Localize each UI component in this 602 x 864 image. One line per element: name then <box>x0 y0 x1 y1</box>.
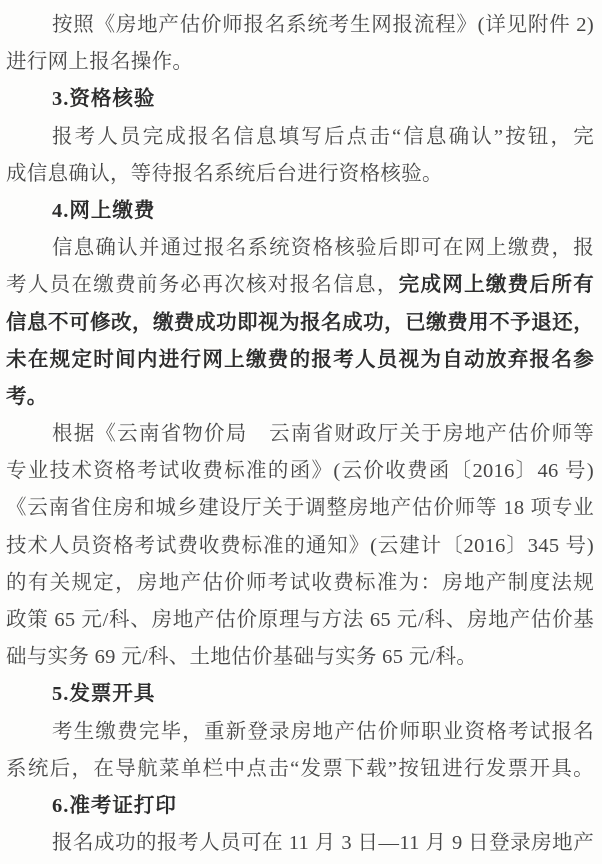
text-segment: 考生缴费完毕，重新登录房地产估价师职业资格考试报名 <box>52 720 594 743</box>
text-segment: 技术人员资格考试费收费标准的通知》(云建计〔2016〕345 号) <box>6 534 594 557</box>
text-segment: 成信息确认，等待报名系统后台进行资格核验。 <box>6 162 443 185</box>
text-segment: 根据《云南省物价局 云南省财政厅关于房地产估价师等 <box>52 423 594 446</box>
text-line <box>6 825 594 862</box>
text-line <box>6 379 594 416</box>
text-line <box>6 44 594 81</box>
text-segment: 的有关规定，房地产估价师考试收费标准为：房地产制度法规 <box>6 571 594 594</box>
text-line <box>6 416 594 453</box>
text-segment: 考人员在缴费前务必再次核对报名信息， <box>6 274 399 297</box>
text-segment: 信息确认并通过报名系统资格核验后即可在网上缴费，报 <box>52 237 594 260</box>
text-segment: 政策 65 元/科、房地产估价原理与方法 65 元/科、房地产估价基 <box>6 609 594 631</box>
bold-text-segment: 考。 <box>6 385 48 408</box>
bold-text-segment: 3.资格核验 <box>52 88 156 111</box>
text-segment: 《云南省住房和城乡建设厅关于调整房地产估价师等 18 项专业 <box>6 497 594 520</box>
text-line <box>6 305 594 342</box>
text-segment: 专业技术资格考试收费标准的函》(云价收费函〔2016〕46 号) <box>6 460 594 483</box>
heading-qualification-check <box>6 81 594 118</box>
text-segment: 础与实务 69 元/科、土地估价基础与实务 65 元/科。 <box>6 646 478 669</box>
heading-invoice-issuance <box>6 676 594 713</box>
text-line <box>6 156 594 193</box>
bold-text-segment: 6.准考证打印 <box>52 794 177 817</box>
text-line <box>6 565 594 602</box>
heading-online-payment <box>6 193 594 230</box>
text-line <box>6 230 594 267</box>
text-segment: 报名成功的报考人员可在 11 月 3 日—11 月 9 日登录房地产 <box>52 832 594 855</box>
text-line <box>6 528 594 565</box>
text-line <box>6 342 594 379</box>
document-text <box>6 7 594 862</box>
text-line <box>6 453 594 490</box>
text-line <box>6 714 594 751</box>
bold-text-segment: 5.发票开具 <box>52 683 156 706</box>
bold-text-segment: 4.网上缴费 <box>52 199 156 222</box>
text-line <box>6 602 594 639</box>
text-line <box>6 267 594 304</box>
text-segment: 进行网上报名操作。 <box>6 51 194 74</box>
text-line <box>6 119 594 156</box>
text-line <box>6 7 594 44</box>
heading-admission-ticket-printing <box>6 788 594 825</box>
text-segment: 报考人员完成报名信息填写后点击“信息确认”按钮，完 <box>52 125 594 148</box>
text-segment: 按照《房地产估价师报名系统考生网报流程》(详见附件 2) <box>52 14 594 36</box>
text-line <box>6 490 594 527</box>
text-line <box>6 639 594 676</box>
bold-text-segment: 未在规定时间内进行网上缴费的报考人员视为自动放弃报名参 <box>6 348 594 371</box>
text-segment: 系统后，在导航菜单栏中点击“发票下载”按钮进行发票开具。 <box>6 757 594 780</box>
bold-text-segment: 完成网上缴费后所有 <box>398 274 594 297</box>
bold-text-segment: 信息不可修改，缴费成功即视为报名成功，已缴费用不予退还， <box>6 311 594 334</box>
text-line <box>6 751 594 788</box>
